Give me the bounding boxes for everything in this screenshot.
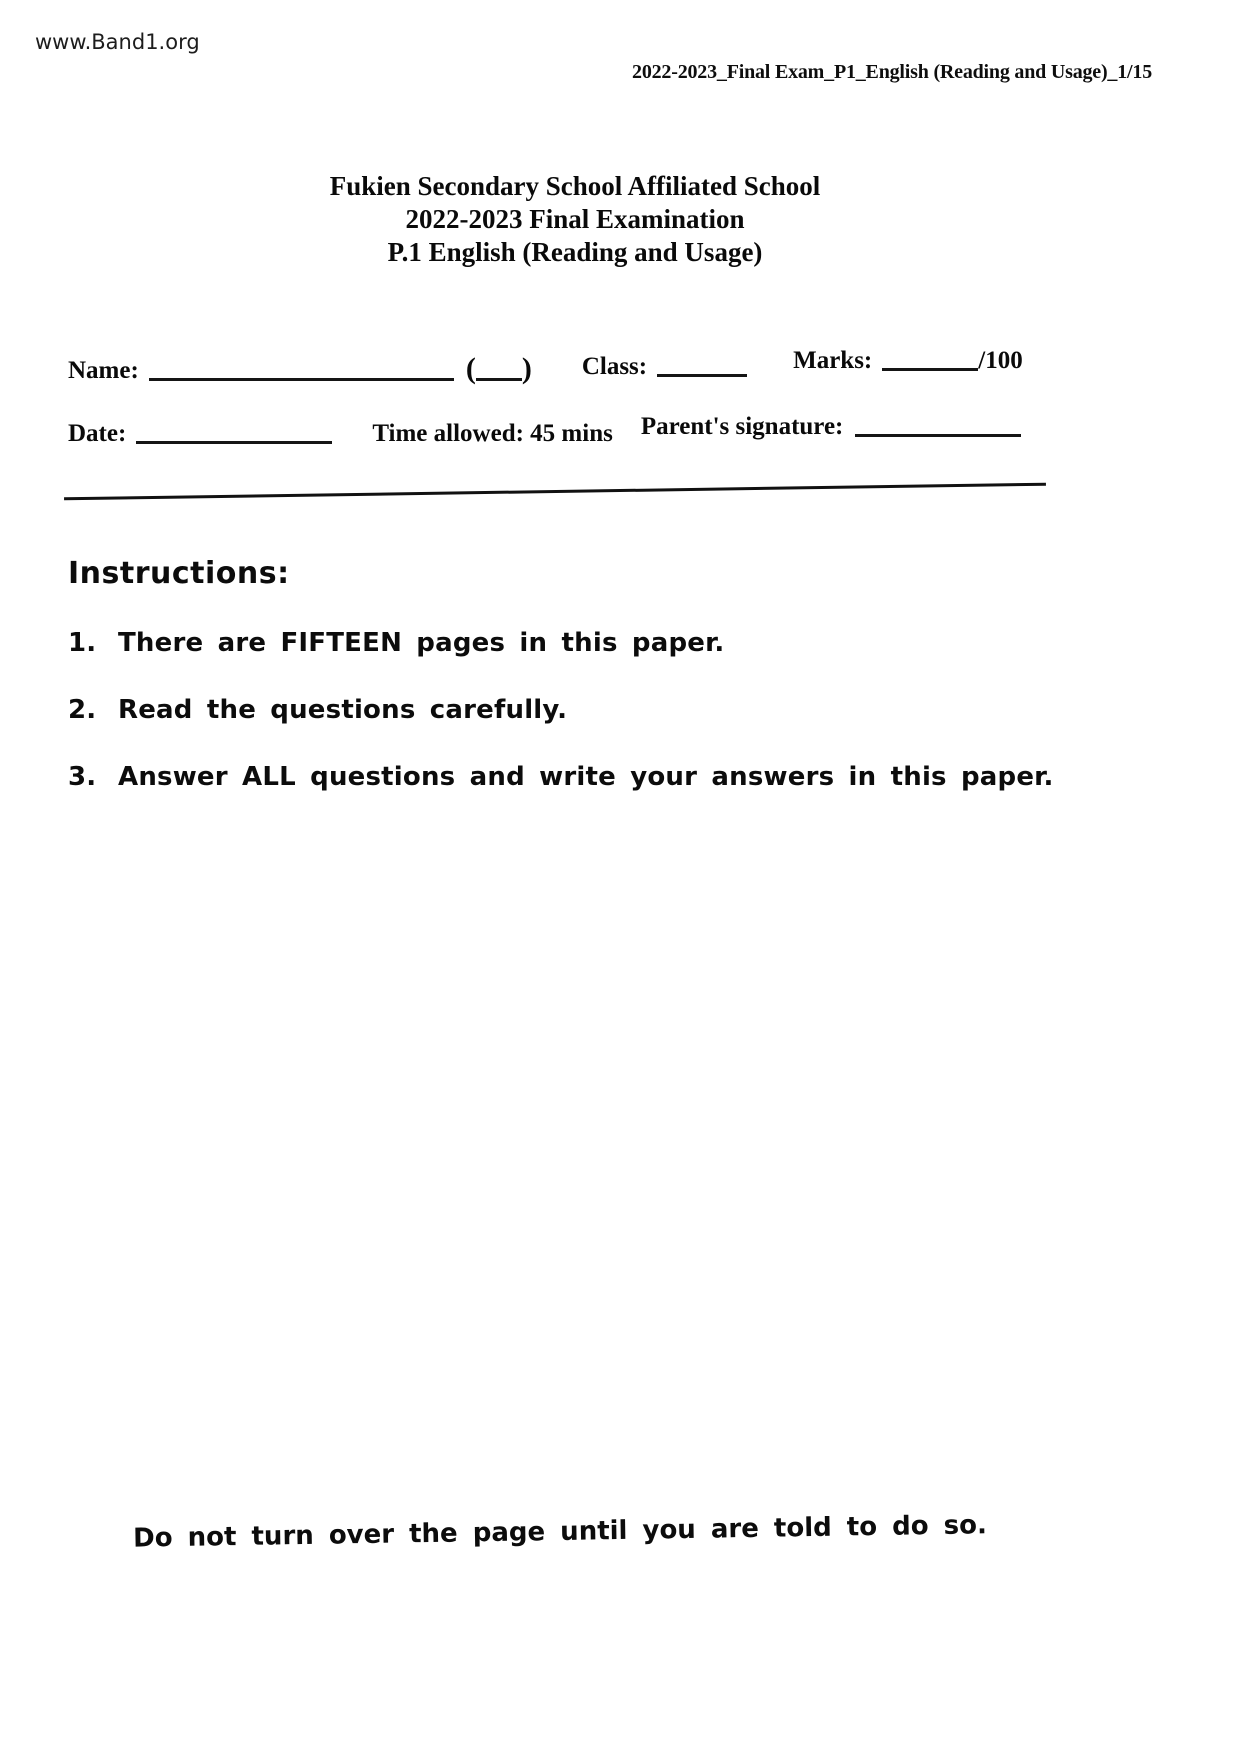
instruction-number: 3. [68,762,97,792]
name-label: Name: [68,357,139,384]
name-blank-line [149,374,454,381]
instruction-number: 2. [68,695,97,725]
marks-blank-line [882,364,978,371]
parent-signature-field [641,413,1022,441]
instruction-text: Read the questions carefully. [118,695,568,725]
school-name: Fukien Secondary School Affiliated School [329,171,821,201]
time-allowed-label: Time allowed: 45 mins [372,420,613,447]
horizontal-divider [64,483,1046,501]
class-number-parens [466,352,532,386]
instructions-heading: Instructions: [68,556,290,591]
marks-label: Marks: [793,347,873,374]
exam-title: 2022-2023 Final Examination [405,204,745,234]
instruction-item-1 [68,628,1180,658]
instruction-number: 1. [68,628,97,658]
parent-signature-label: Parent's signature: [640,413,844,440]
paper-title: P.1 English (Reading and Usage) [387,237,763,267]
class-label: Class: [581,353,648,380]
class-number-blank-line [476,374,522,381]
date-label: Date: [68,420,127,447]
running-header: 2022-2023_Final Exam_P1_English (Reading and Usage)_1/15 [632,61,1152,83]
marks-field [793,347,1023,375]
instruction-text: There are FIFTEEN pages in this paper. [118,628,725,658]
form-row-date-time-signature [68,413,1170,448]
instructions-section [68,556,1180,792]
title-block [0,170,1240,269]
instruction-item-2 [68,695,1180,725]
form-row-name-class-marks [68,347,1170,386]
instruction-item-3 [68,762,1180,792]
date-blank-line [136,437,332,444]
class-blank-line [657,370,747,377]
watermark-url: www.Band1.org [35,30,200,54]
marks-total: /100 [978,347,1023,374]
paren-close: ) [521,352,532,385]
instruction-text: Answer ALL questions and write your answers in this paper. [118,762,1054,792]
do-not-turn-note: Do not turn over the page until you are told to do so. [132,1510,988,1554]
parent-signature-blank-line [855,430,1021,437]
class-field [582,353,747,381]
paren-open: ( [465,352,476,385]
